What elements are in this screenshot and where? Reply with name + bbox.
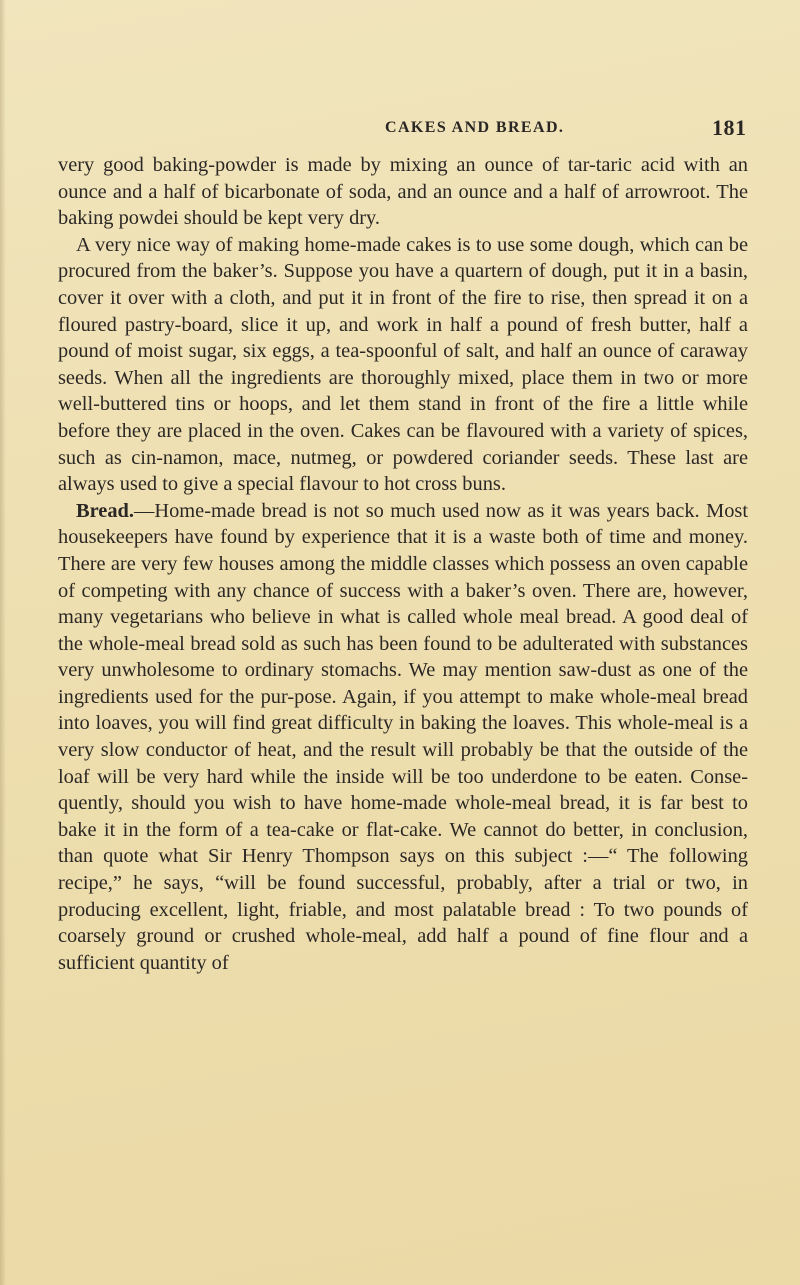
paragraph-baking-powder: very good baking-powder is made by mixing an ounce of tar-taric acid with an ounce and a half of bicarbonate of soda, and an ounce and a half of arrowroot. The baking powdei should be kept very dry.	[58, 154, 748, 230]
page-edge-shadow	[0, 0, 6, 1285]
section-heading-bread: Bread.	[76, 499, 134, 522]
body-text	[58, 152, 748, 976]
running-title: CAKES AND BREAD.	[385, 119, 565, 136]
page-header	[0, 115, 800, 145]
paragraph-bread-text: —Home-made bread is not so much used now as it was years back. Most housekeepers have found by experience that it is a waste both of time and money. There are very few houses among the middle classes which possess an oven capable of competing with any chance of success with a baker’s oven. There are, however, many vegetarians who believe in what is called whole meal bread. A good deal of the whole-meal bread sold as such has been found to be adulterated with substances very unwholesome to ordinary stomachs. We may mention saw-dust as one of the ingredients used for the pur-pose. Again, if you attempt to make whole-meal bread into loaves, you will find great difficulty in baking the loaves. This whole-meal is a very slow conductor of heat, and the result will probably be that the outside of the loaf will be very hard while the inside will be too underdone to be eaten. Conse-quently, should you wish to have home-made whole-meal bread, it is far best to bake it in the form of a tea-cake or flat-cake. We cannot do better, in conclusion, than quote what Sir Henry Thompson says on this subject :—“ The following recipe,” he says, “will be found successful, probably, after a trial or two, in producing excellent, light, friable, and most palatable bread : To two pounds of coarsely ground or crushed whole-meal, add half a pound of fine flour and a sufficient quantity of	[58, 499, 748, 974]
paragraph-bread	[58, 498, 748, 977]
paragraph-home-made-cakes: A very nice way of making home-made cakes is to use some dough, which can be procured from the baker’s. Suppose you have a quartern of dough, put it in a basin, cover it over with a cloth, and put it in front of the fire to rise, then spread it on a floured pastry-board, slice it up, and work in half a pound of fresh butter, half a pound of moist sugar, six eggs, a tea-spoonful of salt, and half an ounce of caraway seeds. When all the ingredients are thoroughly mixed, place them in two or more well-buttered tins or hoops, and let them stand in front of the fire a little while before they are placed in the oven. Cakes can be flavoured with a variety of spices, such as cin-namon, mace, nutmeg, or powdered coriander seeds. These last are always used to give a special flavour to hot cross buns.	[58, 233, 748, 496]
page-number: 181	[712, 115, 747, 140]
